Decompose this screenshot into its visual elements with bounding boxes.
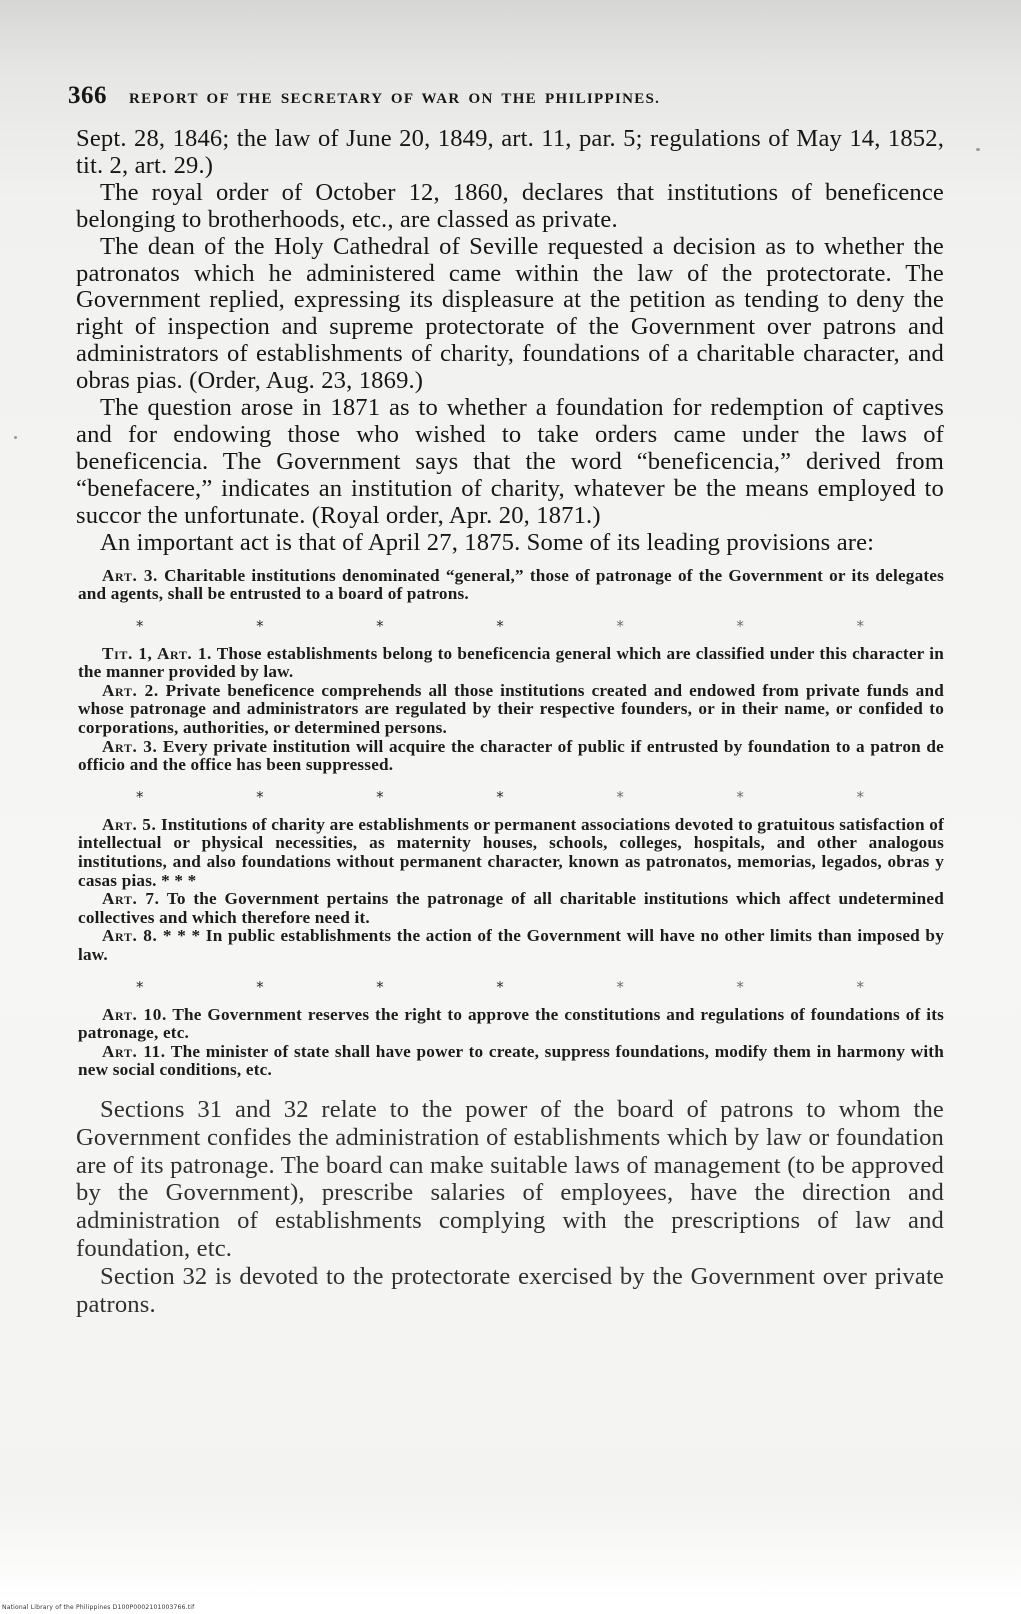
article-label: Art. 2.: [102, 680, 159, 700]
article-paragraph: [78, 567, 944, 604]
article-paragraph: [78, 1006, 944, 1043]
separator-star: *: [496, 977, 504, 996]
article-text: Private beneficence comprehends all those institutions created and endowed from private funds and whose patronage and administrators are regulated by their respective founders, or in their name, or confided to corporations, authorities, or determined persons.: [78, 680, 944, 738]
separator-star: *: [496, 787, 504, 806]
body-paragraph: Sections 31 and 32 relate to the power of the board of patrons to whom the Government confides the administration of establishments which by law or foundation are of its patronage. The board can make suitable laws of management (to be approved by the Government), prescribe salaries of employees, have the direction and administration of establishments complying with the prescriptions of law and foundation, etc.: [76, 1095, 944, 1262]
ellipsis-separator: [78, 975, 944, 1000]
body-paragraph: Section 32 is devoted to the protectorate exercised by the Government over private patrons.: [76, 1262, 944, 1318]
separator-star: *: [376, 787, 384, 806]
article-paragraph: [78, 927, 944, 964]
separator-star: *: [856, 977, 864, 996]
article-paragraph: [78, 1043, 944, 1080]
separator-star: *: [616, 787, 624, 806]
scan-footer: National Library of the Philippines D100P0002101003766.tif: [2, 1604, 195, 1611]
separator-star: *: [136, 977, 144, 996]
article-label: Art. 11.: [102, 1041, 166, 1061]
article-paragraph: [78, 645, 944, 682]
separator-star: *: [616, 977, 624, 996]
scan-speck: [14, 436, 17, 439]
article-text: To the Government pertains the patronage of all charitable institutions which affect undetermined collectives and which therefore need it.: [78, 889, 944, 927]
separator-star: *: [736, 977, 744, 996]
separator-star: *: [136, 616, 144, 635]
article-label: Art. 3.: [102, 736, 158, 756]
separator-star: *: [736, 616, 744, 635]
page-number: 366: [68, 82, 107, 109]
article-label: Art. 10.: [102, 1004, 167, 1024]
separator-star: *: [496, 616, 504, 635]
body-paragraph: The royal order of October 12, 1860, declares that institutions of beneficence belonging to brotherhoods, etc., are classed as private.: [76, 178, 944, 233]
article-text: The Government reserves the right to approve the constitutions and regulations of foundations of its patronage, etc.: [78, 1004, 945, 1043]
separator-star: *: [136, 787, 144, 806]
closing-paragraphs: [76, 1096, 944, 1318]
article-label: Art. 7.: [102, 889, 160, 909]
separator-star: *: [256, 977, 264, 996]
body-paragraph: The dean of the Holy Cathedral of Seville requested a decision as to whether the patronatos which he administered came within the law of the protectorate. The Government replied, expressing its displeasure at the petition as tending to deny the right of inspection and supreme protectorate of the Government over patrons and administrators of establishments of charity, foundations of a charitable character, and obras pias. (Order, Aug. 23, 1869.): [76, 232, 944, 395]
article-text: Every private institution will acquire the character of public if entrusted by foundation to a patron de officio and the office has been suppressed.: [78, 736, 944, 775]
scan-speck: [976, 148, 980, 151]
separator-star: *: [616, 616, 624, 635]
ellipsis-separator: [78, 614, 944, 639]
article-text: Institutions of charity are establishments or permanent associations devoted to gratuitous satisfaction of intellectual or physical necessities, as maternity houses, schools, colleges, hospitals, and other analogous institutions, and also foundations without permanent character, known as patronatos, memorias, legados, obras y casas pias. * * *: [78, 814, 944, 890]
body-paragraph: An important act is that of April 27, 1875. Some of its leading provisions are:: [100, 528, 875, 556]
page-body: [76, 126, 944, 1318]
article-paragraph: [78, 816, 944, 890]
running-head: REPORT OF THE SECRETARY OF WAR ON THE PHILIPPINES.: [129, 91, 661, 107]
separator-star: *: [256, 787, 264, 806]
separator-star: *: [376, 616, 384, 635]
article-paragraph: [78, 890, 944, 927]
separator-star: *: [856, 616, 864, 635]
quoted-articles: [78, 567, 944, 1080]
article-text: The minister of state shall have power to create, suppress foundations, modify them in harmony with new social conditions, etc.: [78, 1041, 944, 1080]
separator-star: *: [376, 977, 384, 996]
ellipsis-separator: [78, 785, 944, 810]
article-paragraph: [78, 682, 944, 738]
body-paragraph: The question arose in 1871 as to whether a foundation for redemption of captives and for endowing those who wished to take orders came under the laws of beneficencia. The Government says that the word “beneficencia,” derived from “benefacere,” indicates an institution of charity, whatever be the means employed to succor the unfortunate. (Royal order, Apr. 20, 1871.): [76, 394, 944, 529]
separator-star: *: [856, 787, 864, 806]
separator-star: *: [736, 787, 744, 806]
article-text: * * * In public establishments the action of the Government will have no other limits than imposed by law.: [78, 926, 944, 964]
article-label: Art. 3.: [102, 565, 158, 585]
separator-star: *: [256, 616, 264, 635]
article-label: Art. 8.: [102, 926, 158, 946]
body-paragraph: Sept. 28, 1846; the law of June 20, 1849, art. 11, par. 5; regulations of May 14, 1852, tit. 2, art. 29.): [76, 125, 944, 179]
article-label: Art. 5.: [102, 814, 157, 834]
article-label: Tit. 1, Art. 1.: [102, 643, 212, 663]
page-header: [68, 82, 948, 110]
article-text: Those establishments belong to beneficencia general which are classified under this character in the manner provided by law.: [78, 643, 945, 682]
article-text: Charitable institutions denominated “general,” those of patronage of the Government or its delegates and agents, shall be entrusted to a board of patrons.: [78, 565, 945, 604]
article-paragraph: [78, 738, 944, 775]
